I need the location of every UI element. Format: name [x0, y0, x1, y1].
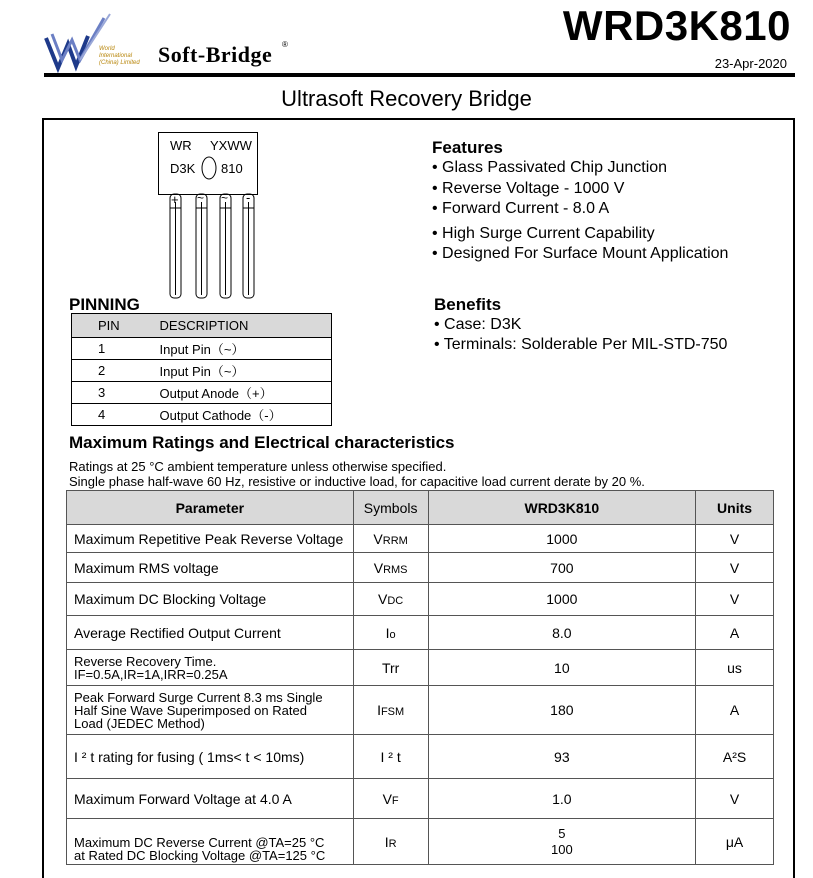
pin-number: 2 [72, 360, 160, 382]
parameter-cell: Maximum DC Reverse Current @TA=25 °C at Rated DC Blocking Voltage @TA=125 °C [67, 819, 354, 865]
table-row [72, 338, 332, 360]
description-column-header: DESCRIPTION [160, 314, 332, 338]
value-cell: 8.0 [428, 616, 695, 650]
symbol-cell: IR [353, 819, 428, 865]
table-row [72, 360, 332, 382]
symbol-cell: I ² t [353, 735, 428, 779]
pin-sign-2: ~ [197, 191, 205, 205]
symbol-cell: VF [353, 779, 428, 819]
document-date: 23-Apr-2020 [714, 56, 787, 71]
parameter-cell: Maximum Repetitive Peak Reverse Voltage [67, 525, 354, 553]
benefits-heading: Benefits [434, 295, 502, 314]
table-row [67, 819, 774, 865]
parameter-cell: Maximum RMS voltage [67, 553, 354, 583]
parameter-cell: Average Rectified Output Current [67, 616, 354, 650]
brand-name: Soft-Bridge [158, 42, 273, 67]
parameter-cell: I ² t rating for fusing ( 1ms< t < 10ms) [67, 735, 354, 779]
unit-cell: V [696, 525, 774, 553]
registered-mark: ® [282, 40, 288, 49]
table-row [67, 553, 774, 583]
feature-item: • Glass Passivated Chip Junction [432, 159, 668, 176]
document-title: Ultrasoft Recovery Bridge [281, 86, 532, 111]
value-cell: 10 [428, 650, 695, 686]
pin-description: Output Cathode（-） [160, 404, 332, 426]
value-cell: 93 [428, 735, 695, 779]
package-mark-d3k: D3K [170, 161, 196, 176]
parameter-column-header: Parameter [67, 491, 354, 525]
parameter-cell: Maximum Forward Voltage at 4.0 A [67, 779, 354, 819]
pin-description: Output Anode（+） [160, 382, 332, 404]
features-heading: Features [432, 138, 503, 157]
symbol-cell: VRRM [353, 525, 428, 553]
company-logo [44, 10, 304, 72]
symbol-cell: IFSM [353, 686, 428, 735]
ratings-table [66, 490, 774, 865]
table-row [67, 616, 774, 650]
unit-cell: us [696, 650, 774, 686]
value-cell: 1000 [428, 583, 695, 616]
benefit-item: • Case: D3K [434, 316, 522, 333]
pinning-table [71, 313, 332, 426]
table-row [67, 650, 774, 686]
package-drawing [158, 132, 258, 302]
value-cell: 700 [428, 553, 695, 583]
parameter-cell: Peak Forward Surge Current 8.3 ms Single Half Sine Wave Superimposed on Rated Load (JEDEC Method) [67, 686, 354, 735]
pinning-heading: PINNING [69, 295, 140, 314]
table-row [67, 686, 774, 735]
pin-sign-1: + [171, 192, 179, 207]
unit-cell: V [696, 553, 774, 583]
ratings-note: Ratings at 25 °C ambient temperature unless otherwise specified. [69, 459, 447, 474]
unit-cell: A [696, 616, 774, 650]
unit-cell: μA [696, 819, 774, 865]
symbol-cell: Trr [353, 650, 428, 686]
value-cell: 180 [428, 686, 695, 735]
table-row [67, 525, 774, 553]
unit-cell: V [696, 779, 774, 819]
feature-item: • Forward Current - 8.0 A [432, 200, 610, 217]
symbol-cell: VDC [353, 583, 428, 616]
feature-item: • High Surge Current Capability [432, 224, 655, 242]
pin-column-header: PIN [72, 314, 160, 338]
parameter-cell: Reverse Recovery Time. IF=0.5A,IR=1A,IRR=0.25A [67, 650, 354, 686]
value-cell: 5 100 [428, 819, 695, 865]
pin-number: 3 [72, 382, 160, 404]
symbol-cell: VRMS [353, 553, 428, 583]
package-mark-810: 810 [221, 161, 243, 176]
feature-item: • Reverse Voltage - 1000 V [432, 179, 625, 197]
unit-cell: V [696, 583, 774, 616]
table-row [72, 404, 332, 426]
parameter-cell: Maximum DC Blocking Voltage [67, 583, 354, 616]
units-column-header: Units [696, 491, 774, 525]
benefits-section [434, 295, 727, 355]
package-mark-wr: WR [170, 138, 192, 153]
part-number-title: WRD3K810 [562, 2, 791, 49]
table-row [72, 382, 332, 404]
header-rule [44, 73, 795, 77]
value-cell: 1000 [428, 525, 695, 553]
pin-sign-3: ~ [221, 191, 229, 205]
value-cell: 1.0 [428, 779, 695, 819]
pin-description: Input Pin（~） [160, 338, 332, 360]
table-row [67, 583, 774, 616]
ratings-note: Single phase half-wave 60 Hz, resistive or inductive load, for capacitive load current derate by 20 %. [69, 474, 645, 489]
unit-cell: A [696, 686, 774, 735]
unit-cell: A²S [696, 735, 774, 779]
logo-company-name: World International (China) Limited [99, 46, 140, 66]
features-section [432, 138, 728, 265]
ratings-heading: Maximum Ratings and Electrical characteristics [69, 433, 455, 452]
symbols-column-header: Symbols [353, 491, 428, 525]
pin-description: Input Pin（~） [160, 360, 332, 382]
pin-sign-4: - [246, 190, 251, 205]
package-mark-yxww: YXWW [210, 138, 252, 153]
benefit-item: • Terminals: Solderable Per MIL-STD-750 [434, 336, 728, 353]
table-row [67, 735, 774, 779]
table-header-row [72, 314, 332, 338]
feature-item: • Designed For Surface Mount Application [432, 245, 729, 262]
table-row [67, 779, 774, 819]
value-column-header: WRD3K810 [428, 491, 695, 525]
pin-number: 1 [72, 338, 160, 360]
symbol-cell: Io [353, 616, 428, 650]
table-header-row [67, 491, 774, 525]
pin-number: 4 [72, 404, 160, 426]
